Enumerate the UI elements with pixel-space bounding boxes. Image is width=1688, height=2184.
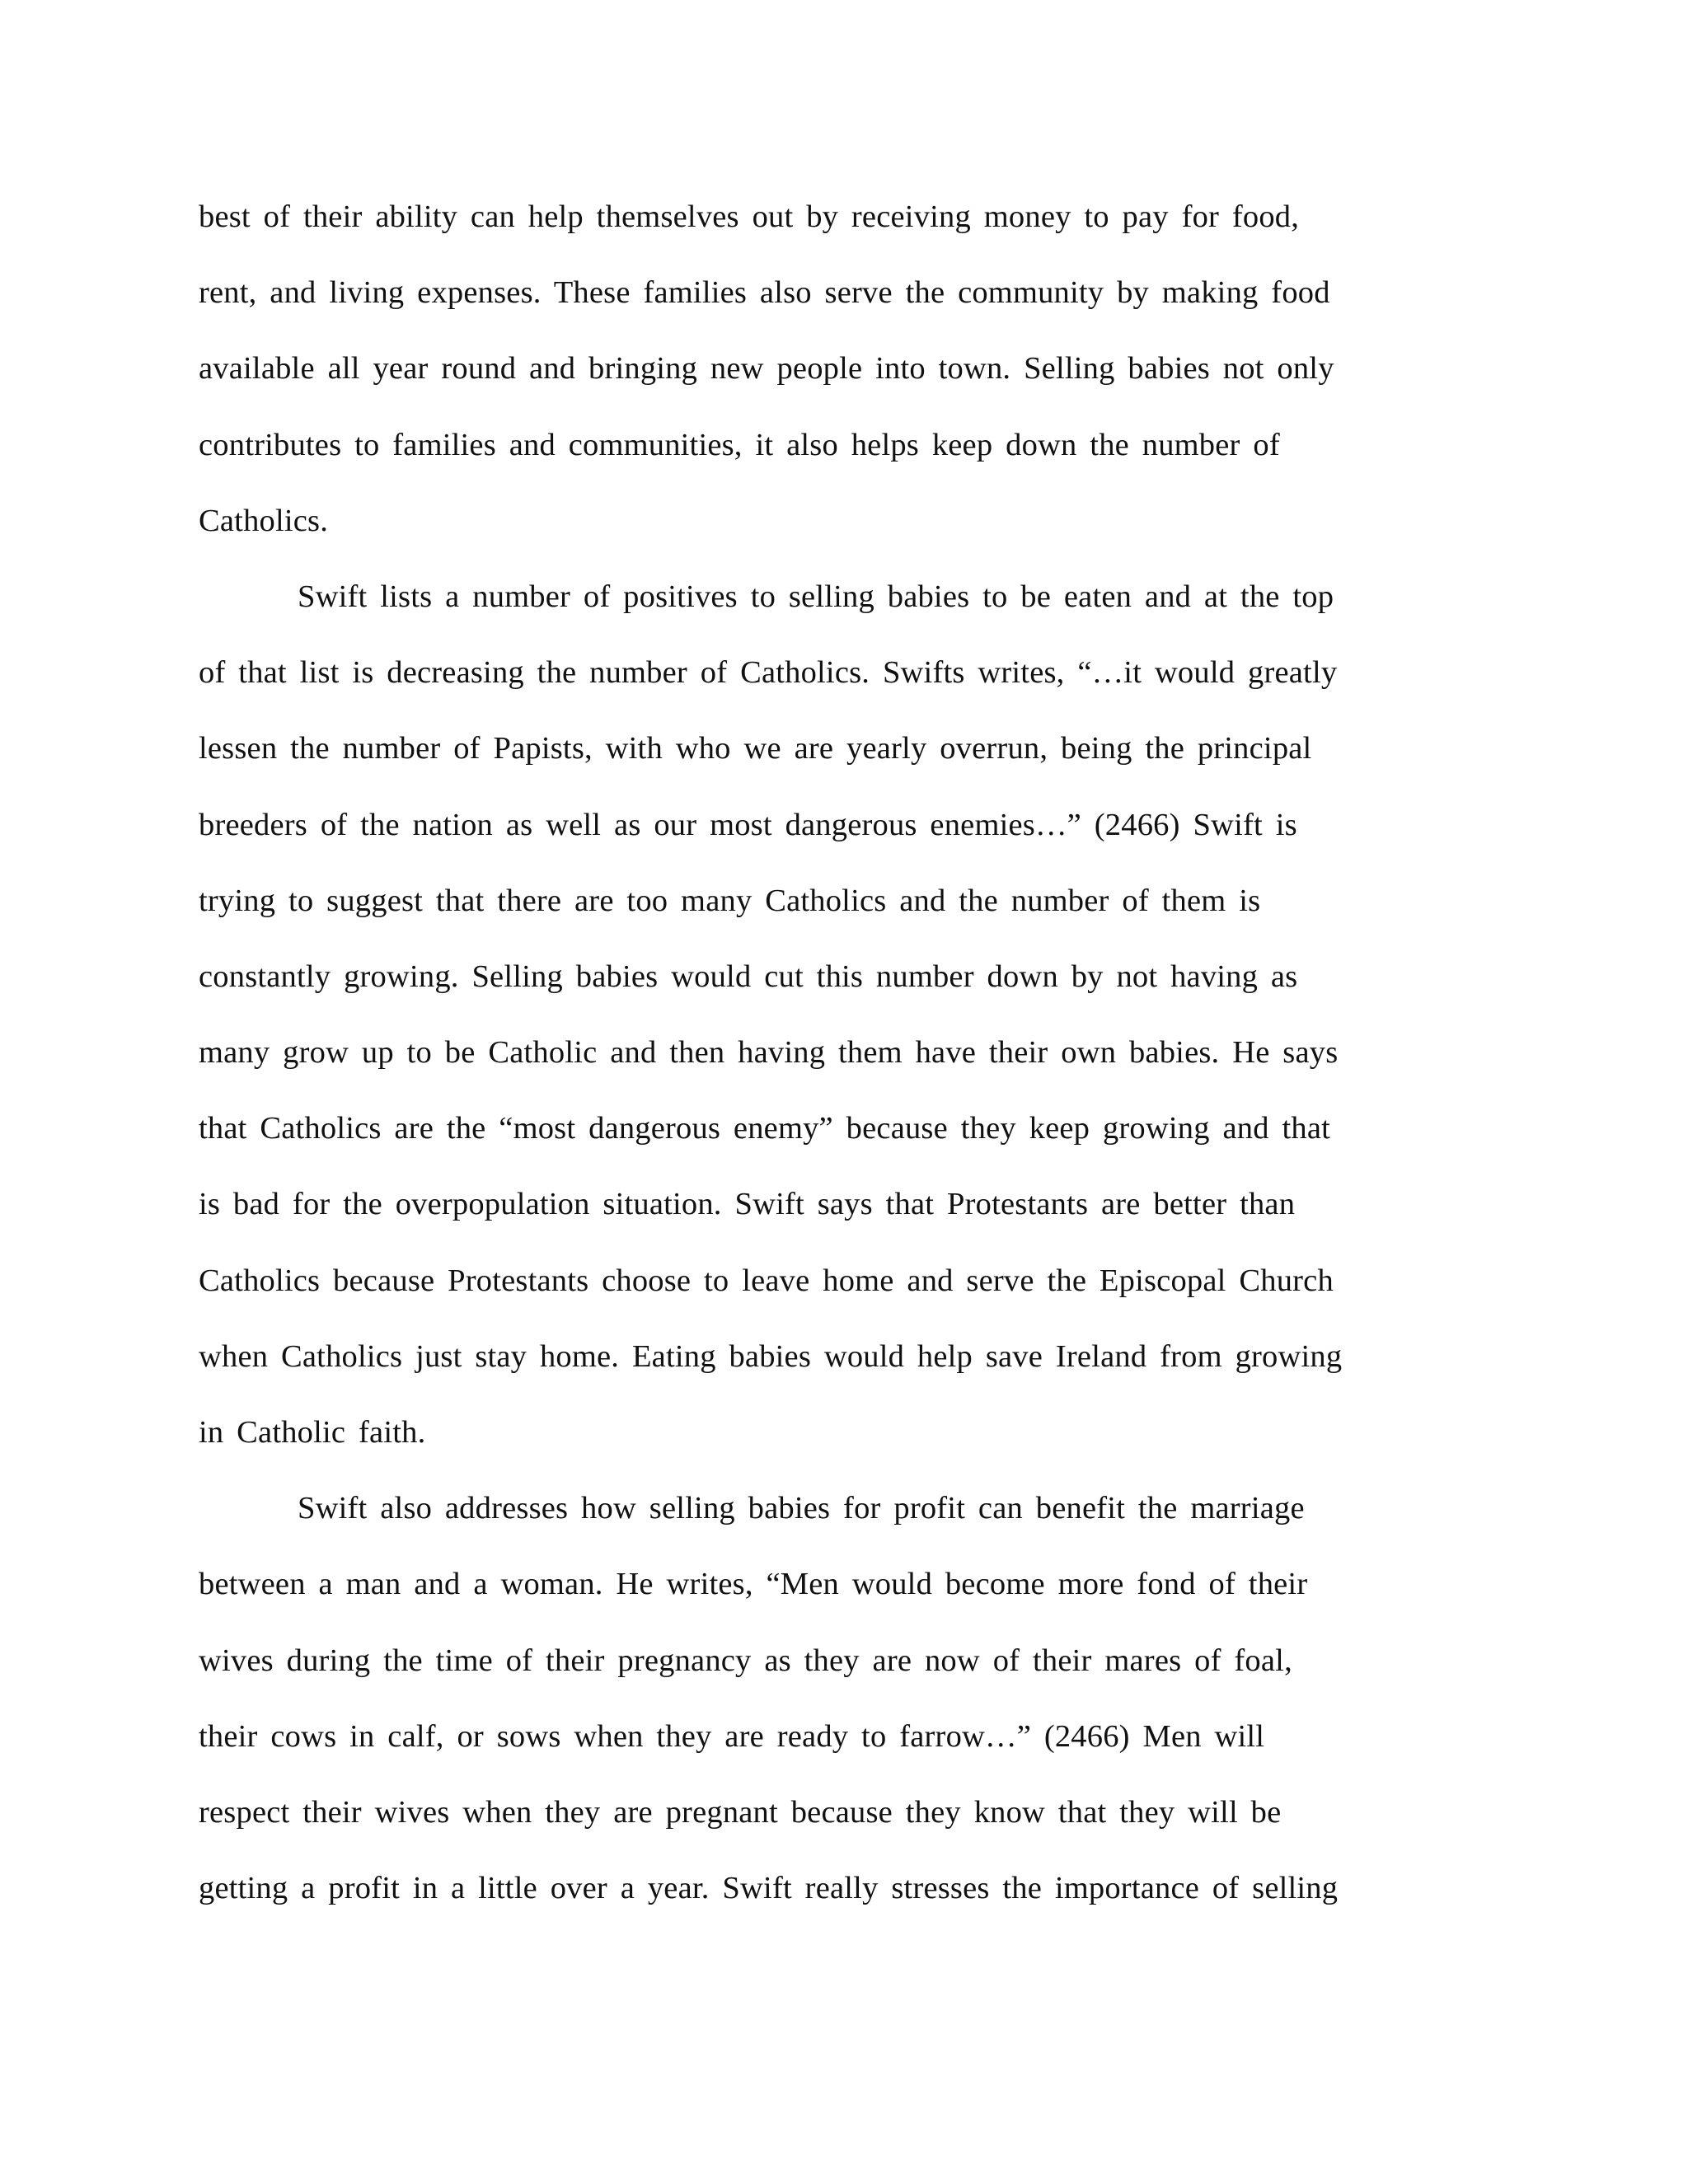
paragraph-first-line: Swift lists a number of positives to selling babies to be eaten and at the top <box>298 579 1334 614</box>
text-line: breeders of the nation as well as our most dangerous enemies…” (2466) Swift is <box>199 807 1297 842</box>
text-line: between a man and a woman. He writes, “Men would become more fond of their <box>199 1567 1308 1602</box>
text-line: that Catholics are the “most dangerous enemy” because they keep growing and that <box>199 1111 1331 1146</box>
text-line: is bad for the overpopulation situation. Swift says that Protestants are better than <box>199 1187 1296 1222</box>
text-line: in Catholic faith. <box>199 1415 426 1450</box>
text-line: lessen the number of Papists, with who we are yearly overrun, being the principal <box>199 731 1312 766</box>
text-line: getting a profit in a little over a year. Swift really stresses the importance of selling <box>199 1871 1339 1906</box>
text-line: of that list is decreasing the number of Catholics. Swifts writes, “…it would greatly <box>199 655 1338 691</box>
text-line: constantly growing. Selling babies would cut this number down by not having as <box>199 958 1298 994</box>
text-line: Catholics because Protestants choose to leave home and serve the Episcopal Church <box>199 1263 1334 1298</box>
text-line: many grow up to be Catholic and then having them have their own babies. He says <box>199 1035 1339 1071</box>
paragraph-first-line: Swift also addresses how selling babies for profit can benefit the marriage <box>298 1491 1305 1526</box>
text-line: respect their wives when they are pregnant because they know that they will be <box>199 1794 1282 1830</box>
text-line: best of their ability can help themselves out by receiving money to pay for food, <box>199 199 1300 234</box>
text-line: trying to suggest that there are too many Catholics and the number of them is <box>199 883 1261 918</box>
text-line: Catholics. <box>199 503 329 538</box>
text-line: their cows in calf, or sows when they are ready to farrow…” (2466) Men will <box>199 1718 1265 1754</box>
text-line: wives during the time of their pregnancy as they are now of their mares of foal, <box>199 1643 1292 1678</box>
text-line: contributes to families and communities, it also helps keep down the number of <box>199 427 1280 462</box>
text-line: available all year round and bringing new people into town. Selling babies not only <box>199 351 1334 387</box>
text-line: rent, and living expenses. These families also serve the community by making food <box>199 275 1330 311</box>
essay-body <box>199 194 1484 1941</box>
text-line: when Catholics just stay home. Eating babies would help save Ireland from growing <box>199 1338 1343 1374</box>
